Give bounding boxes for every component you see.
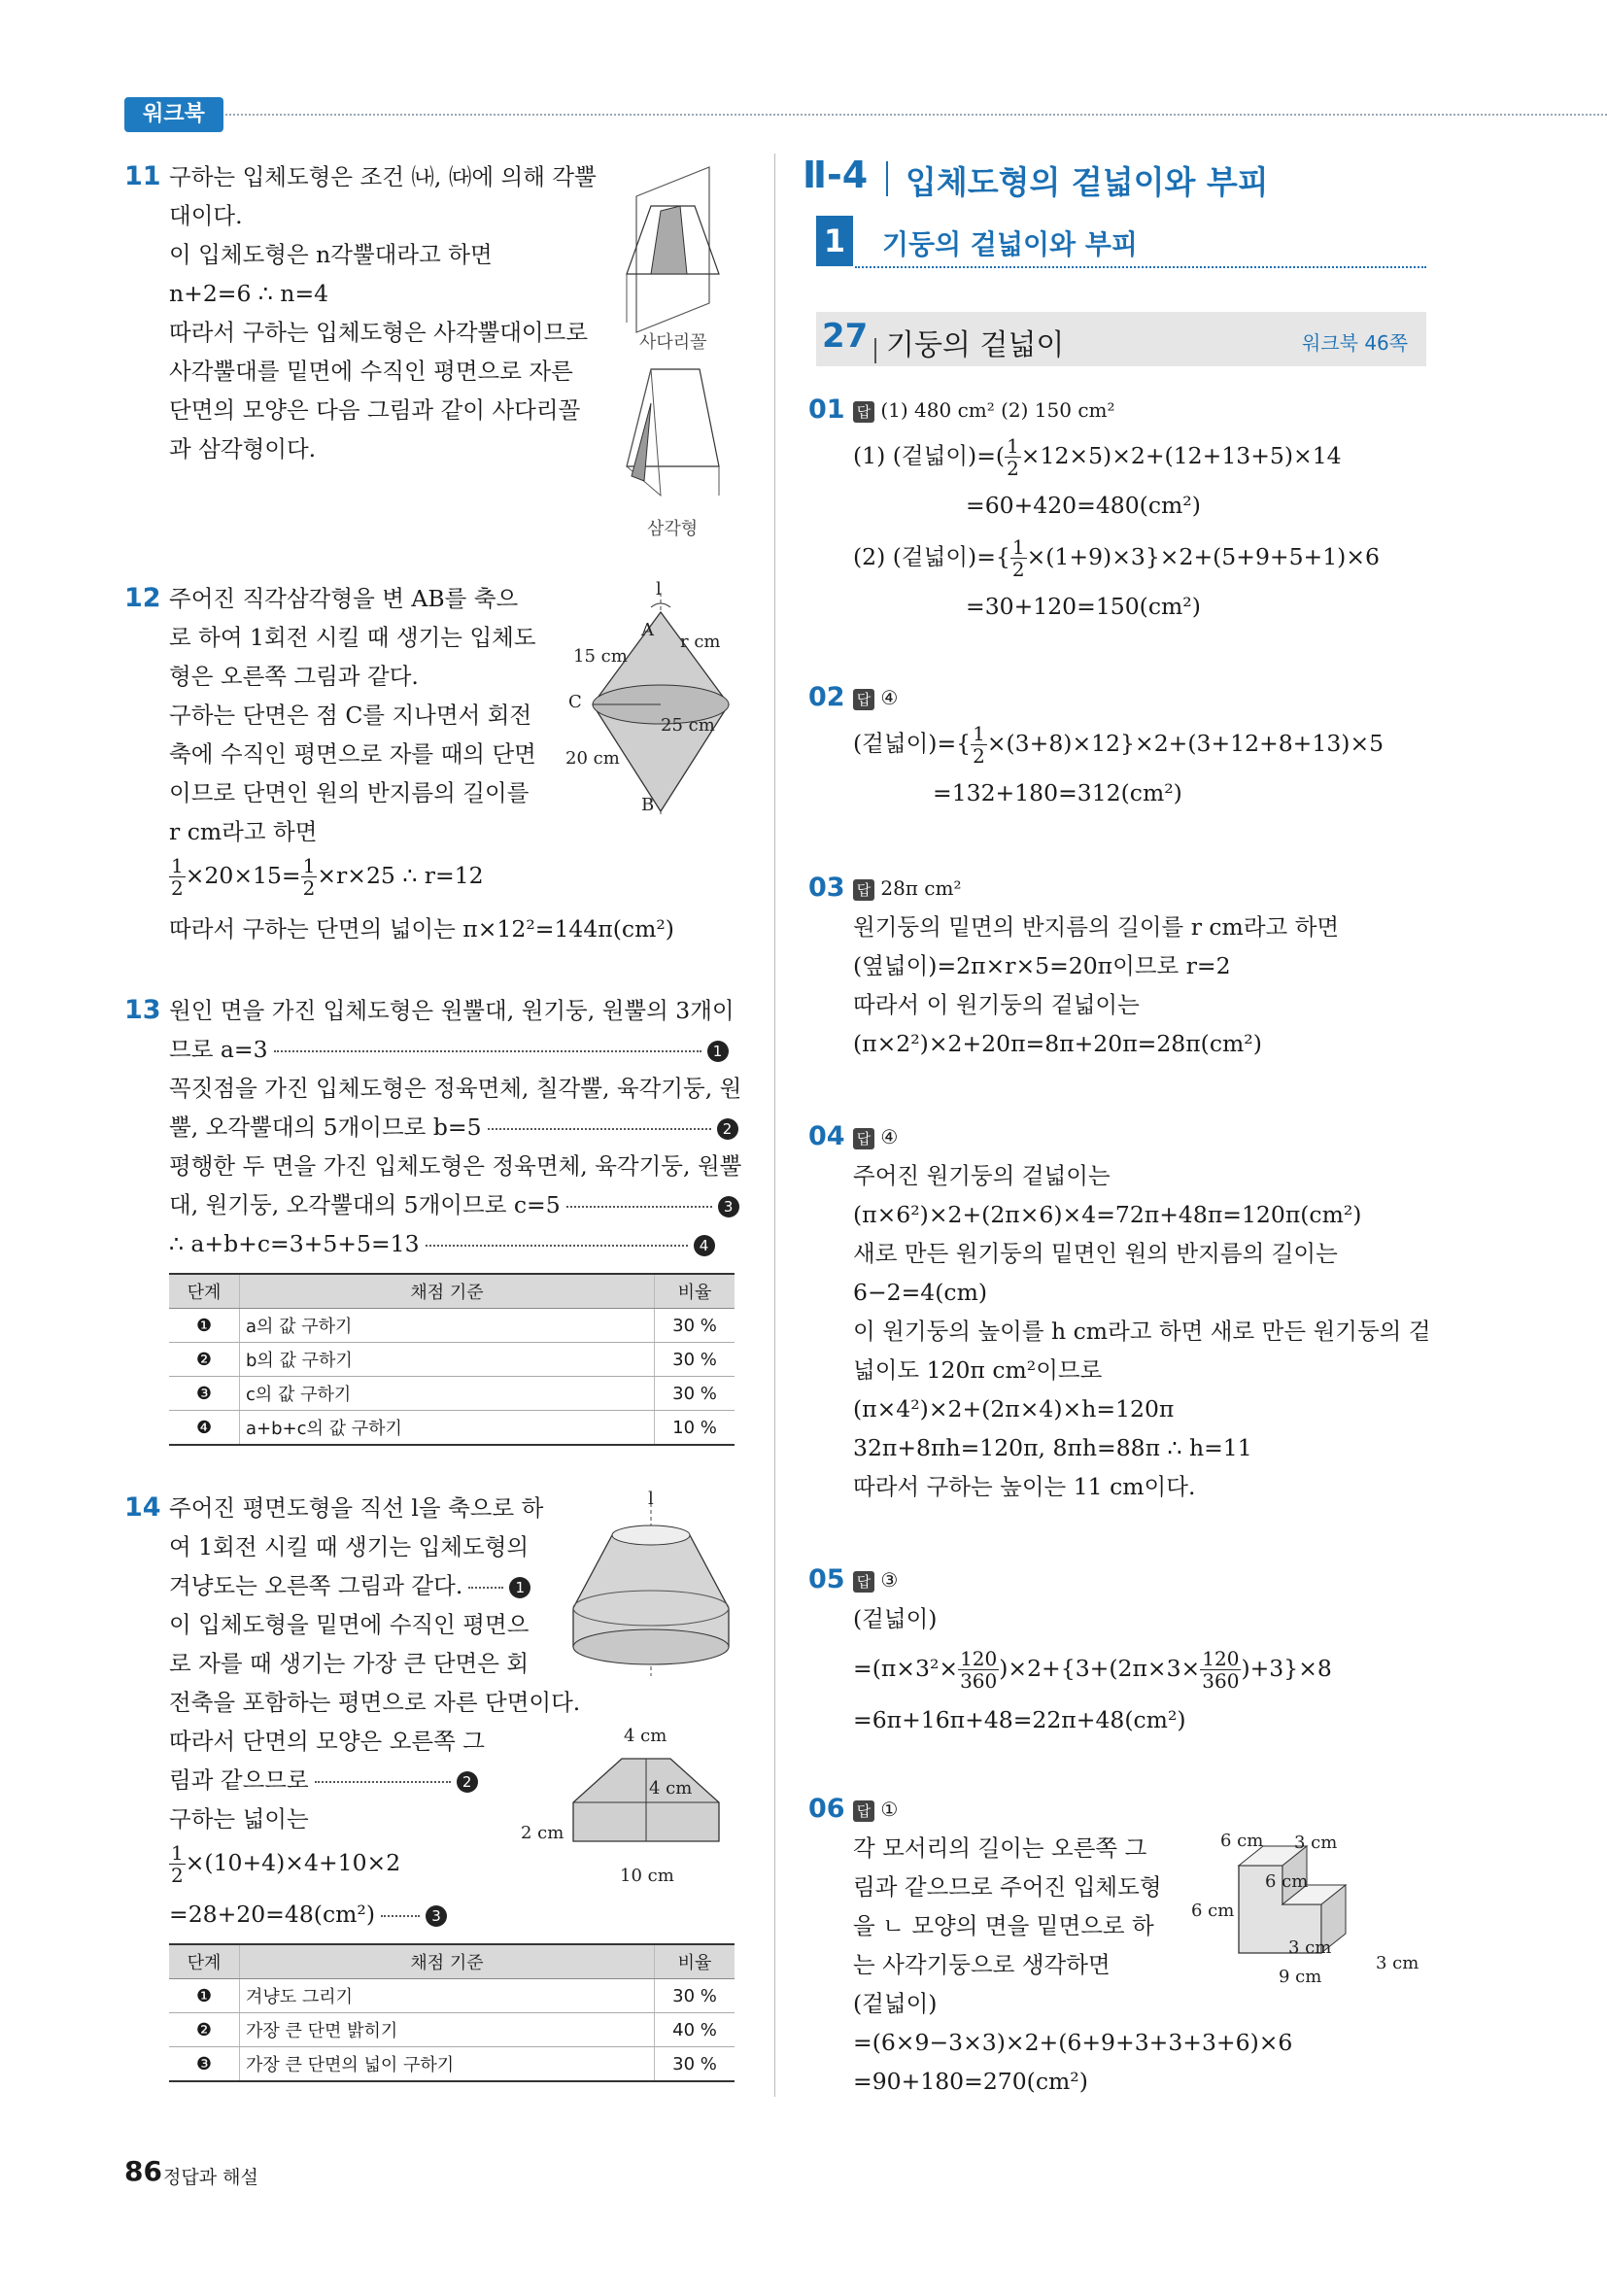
solution-line: =6π+16π+48=22π+48(cm²) — [853, 1706, 1186, 1733]
label-3cm: 3 cm — [1294, 1833, 1338, 1853]
answer: 답 ③ — [853, 1560, 898, 1599]
fraction: $\frac{1}{2}$ — [302, 854, 316, 900]
solution-line: 새로 만든 원기둥의 밑면인 원의 반지름의 길이는 — [853, 1240, 1338, 1267]
label-9cm: 9 cm — [1279, 1967, 1322, 1987]
solution-line: (π×4²)×2+(2π×4)×h=120π — [853, 1395, 1175, 1422]
problem-04 — [808, 1117, 1430, 1506]
step-marker: 1 — [509, 1577, 530, 1598]
q12-line: 형은 오른쪽 그림과 같다. — [169, 663, 419, 690]
workbook-tag: 워크북 — [124, 97, 223, 132]
answer-badge: 답 — [853, 401, 874, 423]
label-axis-l: l — [648, 1489, 654, 1509]
table-header: 비율 — [655, 1944, 735, 1979]
answer: 답 ④ — [853, 1117, 898, 1156]
chapter-number: Ⅱ-4 — [803, 154, 869, 196]
solution-line: (π×6²)×2+(2π×6)×4=72π+48π=120π(cm²) — [853, 1201, 1362, 1228]
lesson-number: 27 — [822, 317, 869, 356]
section-title: 기둥의 겉넓이와 부피 — [882, 228, 1138, 260]
caption-triangle: 삼각형 — [647, 519, 699, 539]
solution-line: (옆넓이)=2π×r×5=20π이므로 r=2 — [853, 952, 1231, 979]
solution-line: 림과 같으므로 주어진 입체도형 — [853, 1873, 1162, 1901]
fraction: $\frac{120}{360}$ — [960, 1647, 998, 1693]
problem-number: 03 — [808, 873, 845, 903]
q14-line: 로 자를 때 생기는 가장 큰 단면은 회 — [169, 1650, 530, 1677]
table-header: 채점 기준 — [240, 1944, 655, 1979]
solution-line: 원기둥의 밑면의 반지름의 길이를 r cm라고 하면 — [853, 913, 1340, 941]
fraction: $\frac{1}{2}$ — [1011, 535, 1025, 581]
q13-grading-table — [169, 1273, 735, 1446]
fraction: $\frac{1}{2}$ — [171, 854, 184, 900]
label-top-4cm: 4 cm — [624, 1726, 667, 1746]
q12-line: 이므로 단면인 원의 반지름의 길이를 — [169, 779, 530, 806]
label-height-4cm: 4 cm — [649, 1778, 693, 1799]
label-6cm: 6 cm — [1265, 1871, 1309, 1892]
q11-line: 과 삼각형이다. — [169, 435, 317, 463]
solution-line: =30+120=150(cm²) — [966, 593, 1201, 620]
problem-number: 06 — [808, 1794, 845, 1824]
q13-line: 평행한 두 면을 가진 입체도형은 정육면체, 육각기둥, 원뿔 — [169, 1152, 742, 1180]
step-marker: 3 — [426, 1905, 447, 1927]
q14-line: 따라서 단면의 모양은 오른쪽 그 — [169, 1728, 485, 1755]
label-6cm: 6 cm — [1220, 1831, 1264, 1851]
solution-line: 이 원기둥의 높이를 h cm라고 하면 새로 만든 원기둥의 겉 — [853, 1318, 1431, 1345]
solution-line: =132+180=312(cm²) — [933, 779, 1182, 806]
double-cone-figure — [573, 583, 738, 826]
fraction: $\frac{1}{2}$ — [1007, 434, 1019, 480]
table-row: ❹ a+b+c의 값 구하기 10 % — [169, 1411, 735, 1446]
lesson-divider — [874, 338, 876, 363]
q12-line: r cm라고 하면 — [169, 818, 318, 845]
q11-line: 이 입체도형은 n각뿔대라고 하면 — [169, 241, 493, 268]
table-row: ❶ 겨냥도 그리기 30 % — [169, 1979, 735, 2013]
problem-05 — [808, 1560, 1430, 1735]
q12-conclusion: 따라서 구하는 단면의 넓이는 π×12²=144π(cm²) — [169, 915, 674, 942]
q11-number: 11 — [124, 161, 161, 191]
answer: 답 ① — [853, 1790, 898, 1829]
trapezoid-section-figure — [568, 1749, 734, 1866]
answer: 답 28π cm² — [853, 869, 962, 908]
q11-line: 대이다. — [169, 202, 243, 229]
solution-line: (겉넓이) — [853, 1605, 938, 1632]
q12-number: 12 — [124, 583, 161, 613]
section-number: 1 — [816, 216, 853, 266]
q14-line: 이 입체도형을 밑면에 수직인 평면으 — [169, 1611, 530, 1638]
answer-badge: 답 — [853, 1800, 874, 1822]
answer-badge: 답 — [853, 689, 874, 710]
solution-line: 따라서 구하는 높이는 11 cm이다. — [853, 1473, 1196, 1500]
q13-number: 13 — [124, 995, 161, 1025]
label-25cm: 25 cm — [661, 715, 715, 736]
q13-line: 뿔, 오각뿔대의 5개이므로 b=5 2 — [169, 1108, 738, 1147]
q13-line: ∴ a+b+c=3+5+5=13 4 — [169, 1224, 715, 1263]
frustum-triangle-section-figure — [607, 360, 734, 505]
problem-number: 05 — [808, 1564, 845, 1594]
solution-line: 각 모서리의 길이는 오른쪽 그 — [853, 1834, 1147, 1862]
label-3cm: 3 cm — [1288, 1937, 1332, 1958]
q14-equation: $\frac{1}{2}$ ×(10+4)×4+10×2 — [171, 1841, 401, 1887]
lesson-title: 기둥의 겉넓이 — [886, 328, 1065, 362]
solution-line: 6−2=4(cm) — [853, 1279, 988, 1306]
step-marker: 1 — [707, 1041, 729, 1062]
q13-line: 원인 면을 가진 입체도형은 원뿔대, 원기둥, 원뿔의 3개이 — [169, 997, 735, 1024]
solution-line: (2) (겉넓이)={ $\frac{1}{2}$ ×(1+9)×3}×2+(5+9+5+1)×6 — [853, 535, 1380, 581]
solution-line: (π×2²)×2+20π=8π+20π=28π(cm²) — [853, 1030, 1262, 1057]
lesson-workbook-ref: 워크북 46쪽 — [1302, 331, 1409, 355]
label-15cm: 15 cm — [573, 646, 628, 667]
frustum-solid-figure — [559, 1491, 743, 1686]
problem-03 — [808, 869, 1430, 1063]
q13-line: 대, 원기둥, 오각뿔대의 5개이므로 c=5 3 — [169, 1185, 739, 1224]
label-side-2cm: 2 cm — [521, 1823, 564, 1843]
fraction: $\frac{120}{360}$ — [1202, 1647, 1240, 1693]
q14 — [124, 1489, 581, 1945]
label-20cm: 20 cm — [565, 748, 620, 769]
frustum-trapezoid-section-figure — [607, 157, 734, 352]
q14-number: 14 — [124, 1492, 161, 1523]
footer-title: 정답과 해설 — [163, 2167, 258, 2188]
q13 — [124, 991, 742, 1263]
header-divider — [225, 114, 1607, 116]
chapter-title: 입체도형의 겉넓이와 부피 — [906, 163, 1269, 201]
fraction: $\frac{1}{2}$ — [171, 1841, 184, 1887]
q14-line: 겨냥도는 오른쪽 그림과 같다. 1 — [169, 1566, 530, 1605]
solution-line: =60+420=480(cm²) — [966, 492, 1201, 519]
table-row: ❸ c의 값 구하기 30 % — [169, 1377, 735, 1411]
q14-line: 림과 같으므로 2 — [169, 1761, 478, 1799]
step-marker: 4 — [694, 1235, 715, 1256]
solution-line: (1) (겉넓이)=( $\frac{1}{2}$ ×12×5)×2+(12+13+5)×14 — [853, 434, 1342, 480]
label-3cm: 3 cm — [1376, 1953, 1419, 1973]
q11-line: 따라서 구하는 입체도형은 사각뿔대이므로 — [169, 319, 589, 346]
page-number: 86 — [124, 2155, 162, 2187]
table-row: ❸ 가장 큰 단면의 넓이 구하기 30 % — [169, 2047, 735, 2082]
answer-badge: 답 — [853, 1128, 874, 1149]
q13-line: 꼭짓점을 가진 입체도형은 정육면체, 칠각뿔, 육각기둥, 원 — [169, 1075, 742, 1102]
column-divider — [774, 154, 775, 2097]
answer-badge: 답 — [853, 879, 874, 901]
table-row: ❷ b의 값 구하기 30 % — [169, 1343, 735, 1377]
q14-line: 주어진 평면도형을 직선 l을 축으로 하 — [169, 1494, 544, 1522]
label-bottom-10cm: 10 cm — [620, 1866, 674, 1886]
q11-line: 사각뿔대를 밑면에 수직인 평면으로 자른 — [169, 358, 573, 385]
table-row: ❷ 가장 큰 단면 밝히기 40 % — [169, 2013, 735, 2047]
q12-line: 축에 수직인 평면으로 자를 때의 단면 — [169, 740, 536, 768]
q11-line: 단면의 모양은 다음 그림과 같이 사다리꼴 — [169, 396, 581, 424]
step-marker: 3 — [718, 1196, 739, 1217]
answer-badge: 답 — [853, 1571, 874, 1593]
q12-line: 로 하여 1회전 시킬 때 생기는 입체도 — [169, 624, 536, 651]
solution-line: 을 ㄴ 모양의 면을 밑면으로 하 — [853, 1912, 1154, 1939]
label-axis-l: l — [656, 579, 662, 600]
problem-number: 04 — [808, 1121, 845, 1151]
q11-line: 구하는 입체도형은 조건 ㈏, ㈐에 의해 각뿔 — [169, 163, 597, 190]
q11 — [124, 157, 610, 468]
section-underline — [855, 266, 1426, 268]
q14-line: 구하는 넓이는 — [169, 1805, 309, 1833]
problem-number: 02 — [808, 682, 845, 712]
table-header: 비율 — [655, 1274, 735, 1309]
label-point-B: B — [641, 795, 655, 815]
label-6cm: 6 cm — [1191, 1901, 1235, 1921]
q13-line: 므로 a=3 1 — [169, 1030, 723, 1069]
table-header: 채점 기준 — [240, 1274, 655, 1309]
table-header: 단계 — [169, 1944, 240, 1979]
answer: 답 (1) 480 cm² (2) 150 cm² — [853, 391, 1115, 429]
table-header: 단계 — [169, 1274, 240, 1309]
solution-line: 는 사각기둥으로 생각하면 — [853, 1951, 1111, 1978]
solution-line: 32π+8πh=120π, 8πh=88π ∴ h=11 — [853, 1434, 1252, 1461]
answer: 답 ④ — [853, 678, 898, 717]
caption-trapezoid: 사다리꼴 — [639, 332, 707, 353]
q11-line: n+2=6 ∴ n=4 — [169, 280, 329, 307]
q14-line: 여 1회전 시킬 때 생기는 입체도형의 — [169, 1533, 530, 1560]
problem-01 — [808, 391, 1430, 624]
table-row: ❶ a의 값 구하기 30 % — [169, 1309, 735, 1343]
chapter-divider — [886, 161, 888, 196]
q14-equation: =28+20=48(cm²) 3 — [169, 1895, 447, 1934]
fraction: $\frac{1}{2}$ — [973, 722, 985, 768]
q14-line: 전축을 포함하는 평면으로 자른 단면이다. — [169, 1689, 581, 1716]
solution-line: =(6×9−3×3)×2+(6+9+3+3+3+6)×6 — [853, 2029, 1293, 2056]
q12-line: 주어진 직각삼각형을 변 AB를 축으 — [169, 585, 519, 612]
solution-line: 주어진 원기둥의 겉넓이는 — [853, 1162, 1111, 1189]
step-marker: 2 — [457, 1771, 478, 1793]
label-point-C: C — [568, 692, 582, 712]
solution-line: (겉넓이)={ $\frac{1}{2}$ ×(3+8)×12}×2+(3+12+8+13)×5 — [853, 722, 1385, 768]
problem-02 — [808, 678, 1430, 814]
solution-line: =(π×3²× $\frac{120}{360}$ )×2+{3+(2π×3× $\frac{120}{360}$ )+3}×8 — [853, 1647, 1332, 1693]
q12-equation: $\frac{1}{2}$ ×20×15= $\frac{1}{2}$ ×r×25 ∴ r=12 — [171, 854, 484, 900]
solution-line: 따라서 이 원기둥의 겉넓이는 — [853, 991, 1140, 1018]
label-r: r cm — [680, 632, 721, 652]
q14-grading-table — [169, 1943, 735, 2082]
solution-line: =90+180=270(cm²) — [853, 2068, 1088, 2095]
step-marker: 2 — [717, 1118, 738, 1140]
problem-number: 01 — [808, 394, 845, 425]
q12-line: 구하는 단면은 점 C를 지나면서 회전 — [169, 702, 532, 729]
solution-line: (겉넓이) — [853, 1990, 938, 2017]
label-point-A: A — [641, 620, 654, 640]
solution-line: 넓이도 120π cm²이므로 — [853, 1356, 1103, 1384]
